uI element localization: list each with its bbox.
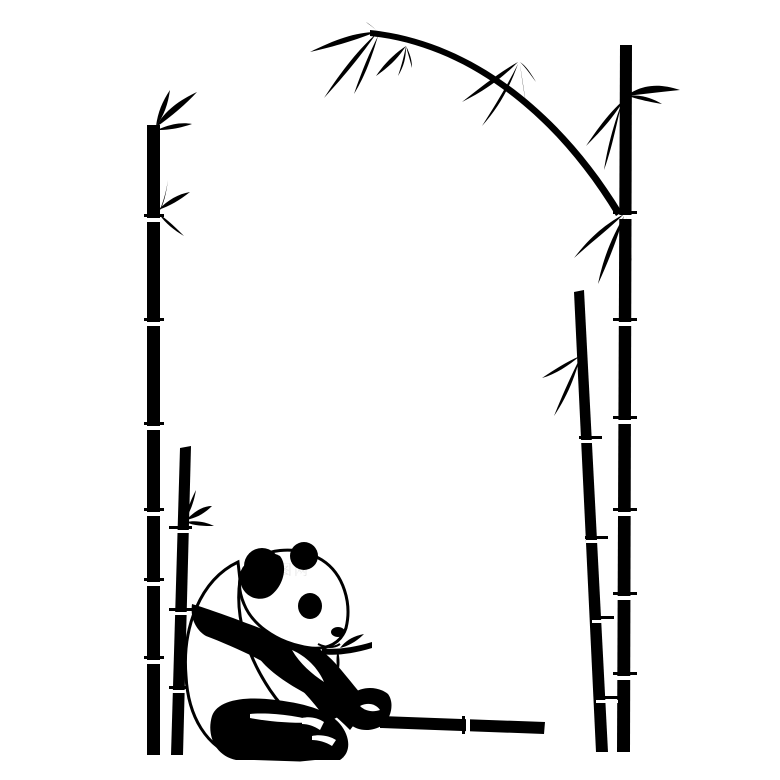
arching-bamboo-branch xyxy=(370,30,622,216)
panda-icon xyxy=(185,542,391,760)
right-inner-bamboo xyxy=(574,290,618,752)
panda-ear-right xyxy=(290,542,318,570)
left-bamboo-stalk xyxy=(144,125,164,755)
right-bamboo-stalk xyxy=(613,45,637,752)
panda-nose xyxy=(331,627,345,637)
fallen-bamboo-stick xyxy=(380,716,545,734)
arch-leaves-icon xyxy=(310,22,536,126)
panda-eye-patch xyxy=(298,593,322,619)
